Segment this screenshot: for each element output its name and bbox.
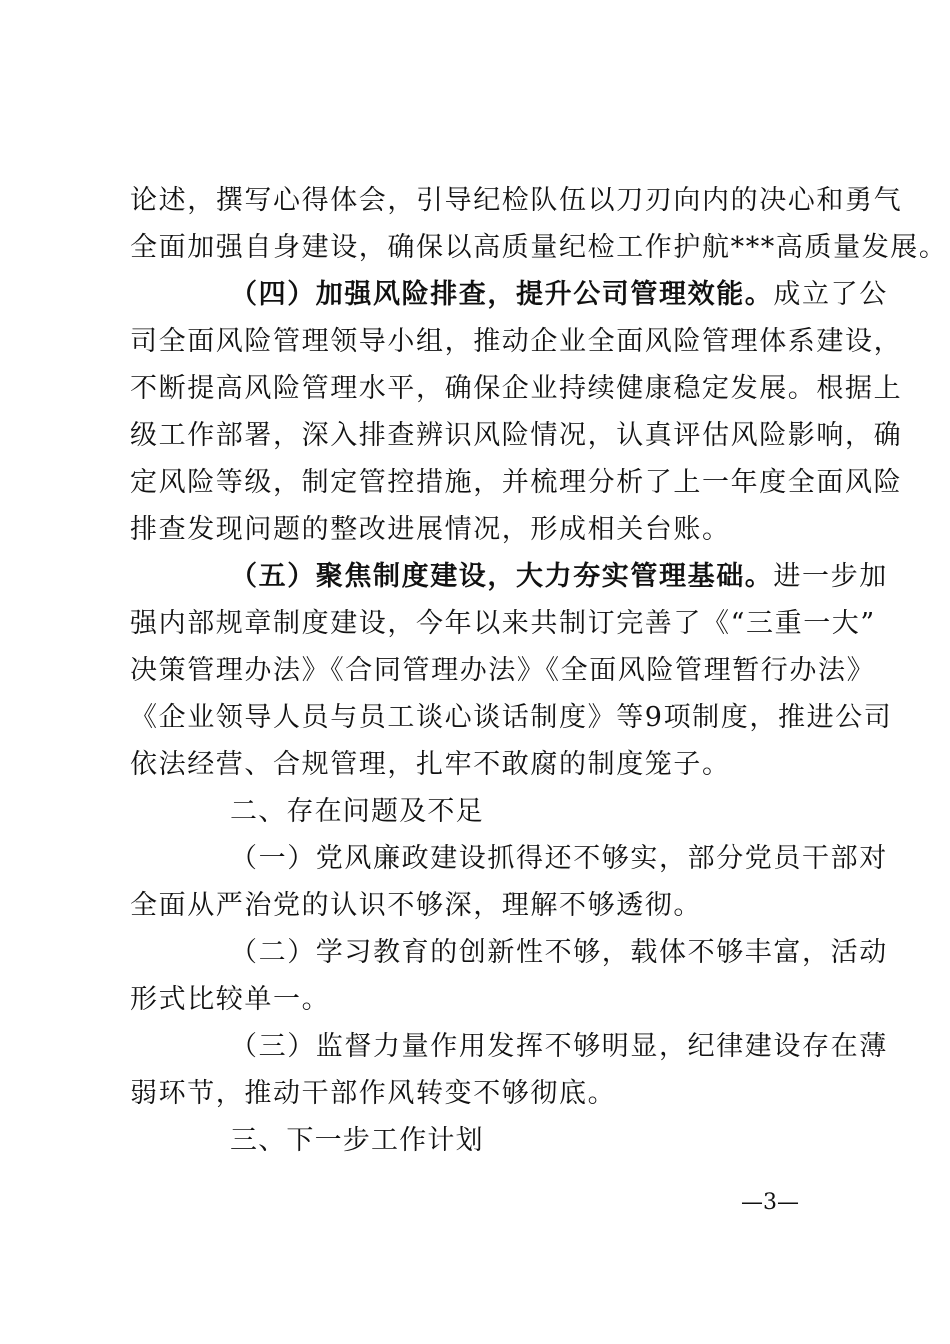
body-text-line: 《企业领导人员与员工谈心谈话制度》等9项制度，推进公司	[130, 702, 893, 733]
page-number: —3—	[741, 1190, 799, 1215]
body-text-line: 论述，撰写心得体会，引导纪检队伍以刀刃向内的决心和勇气	[130, 185, 903, 216]
section-heading-problems: 二、存在问题及不足	[230, 796, 484, 827]
subheading-four: （四）加强风险排查，提升公司管理效能。	[230, 279, 774, 310]
body-text-line: 形式比较单一。	[130, 984, 331, 1015]
body-text-line: 全面从严治党的认识不够深，理解不够透彻。	[130, 890, 702, 921]
body-text-line: 排查发现问题的整改进展情况，形成相关台账。	[130, 514, 731, 545]
body-text-fragment: 成立了公	[773, 279, 888, 310]
body-text-line: 依法经营、合规管理，扎牢不敢腐的制度笼子。	[130, 749, 731, 780]
body-text-line: 全面加强自身建设，确保以高质量纪检工作护航***高质量发展。	[130, 232, 948, 263]
body-text-line: 决策管理办法》《合同管理办法》《全面风险管理暂行办法》	[130, 655, 876, 686]
body-text-line: 强内部规章制度建设，今年以来共制订完善了《“三重一大”	[130, 608, 876, 639]
body-text-line: 级工作部署，深入排查辨识风险情况，认真评估风险影响，确	[130, 420, 903, 451]
body-text-line: （一）党风廉政建设抓得还不够实，部分党员干部对	[230, 843, 888, 874]
body-text-line: 弱环节，推动干部作风转变不够彻底。	[130, 1078, 617, 1109]
body-text-fragment: 进一步加	[773, 561, 888, 592]
paragraph-five	[230, 554, 888, 600]
section-heading-next-steps: 三、下一步工作计划	[230, 1125, 484, 1156]
body-text-line: 不断提高风险管理水平，确保企业持续健康稳定发展。根据上	[130, 373, 903, 404]
subheading-five: （五）聚焦制度建设，大力夯实管理基础。	[230, 561, 774, 592]
body-text-line: （二）学习教育的创新性不够，载体不够丰富，活动	[230, 937, 888, 968]
body-text-line: 司全面风险管理领导小组，推动企业全面风险管理体系建设，	[130, 326, 903, 357]
body-text-line: 定风险等级，制定管控措施，并梳理分析了上一年度全面风险	[130, 467, 903, 498]
body-text-line: （三）监督力量作用发挥不够明显，纪律建设存在薄	[230, 1031, 888, 1062]
paragraph-four	[230, 272, 888, 318]
